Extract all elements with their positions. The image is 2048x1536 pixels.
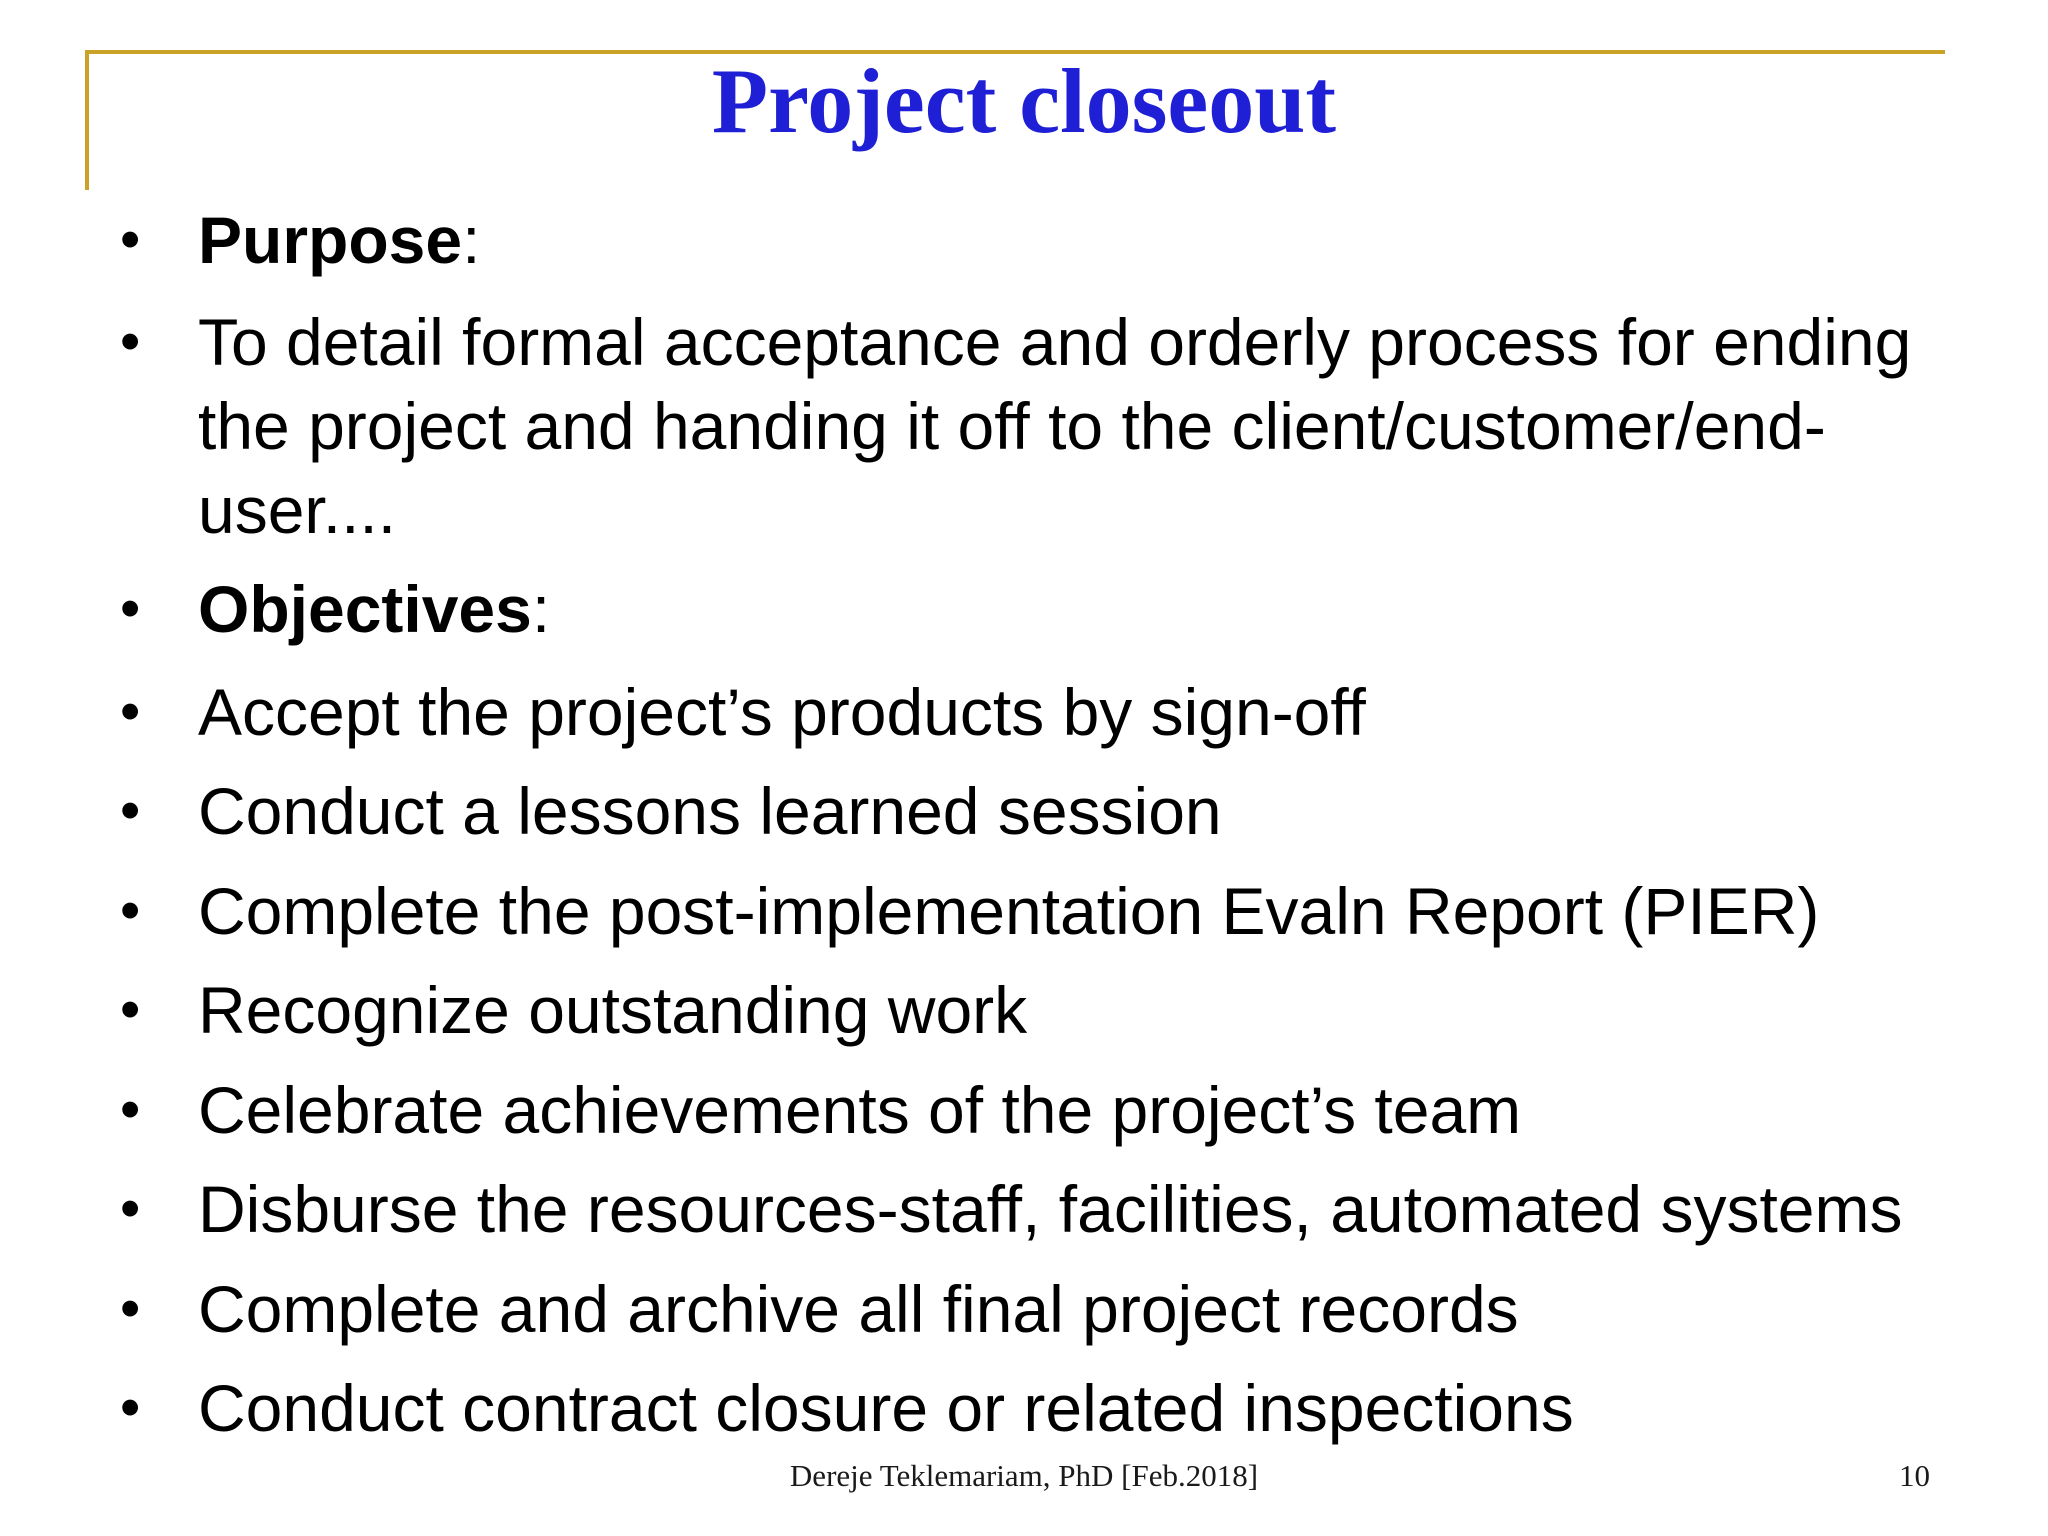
bullet-icon: • <box>120 1077 141 1142</box>
objective-text: Accept the project’s products by sign-off <box>198 675 1366 749</box>
bullet-icon: • <box>120 576 141 641</box>
slide-page-number: 10 <box>1899 1458 1930 1493</box>
objective-text: Conduct a lessons learned session <box>198 774 1222 848</box>
objective-text: Complete the post-implementation Evaln Report (PIER) <box>198 874 1820 948</box>
objective-text: Complete and archive all final project records <box>198 1272 1519 1346</box>
purpose-text: To detail formal acceptance and orderly process for ending the project and handing it off to the client/customer/end-user.... <box>198 305 1912 547</box>
bullet-icon: • <box>120 207 141 272</box>
bullet-icon: • <box>120 778 141 843</box>
purpose-heading: Purpose <box>198 203 463 277</box>
objective-text: Conduct contract closure or related inspections <box>198 1371 1574 1445</box>
bullet-icon: • <box>120 977 141 1042</box>
objectives-colon: : <box>531 572 551 646</box>
objective-text: Recognize outstanding work <box>198 973 1028 1047</box>
bullet-icon: • <box>120 1276 141 1341</box>
bullet-icon: • <box>120 1375 141 1440</box>
slide-title: Project closeout <box>711 50 1337 152</box>
objectives-heading: Objectives <box>198 572 532 646</box>
bullet-icon: • <box>120 679 141 744</box>
objective-text: Celebrate achievements of the project’s team <box>198 1073 1522 1147</box>
slide-footer: Dereje Teklemariam, PhD [Feb.2018] <box>789 1458 1259 1493</box>
purpose-colon: : <box>462 203 481 277</box>
bullet-icon: • <box>120 1176 141 1241</box>
objective-text: Disburse the resources-staff, facilities, automated systems <box>198 1172 1903 1246</box>
bullet-icon: • <box>120 878 141 943</box>
bullet-icon: • <box>120 309 141 374</box>
